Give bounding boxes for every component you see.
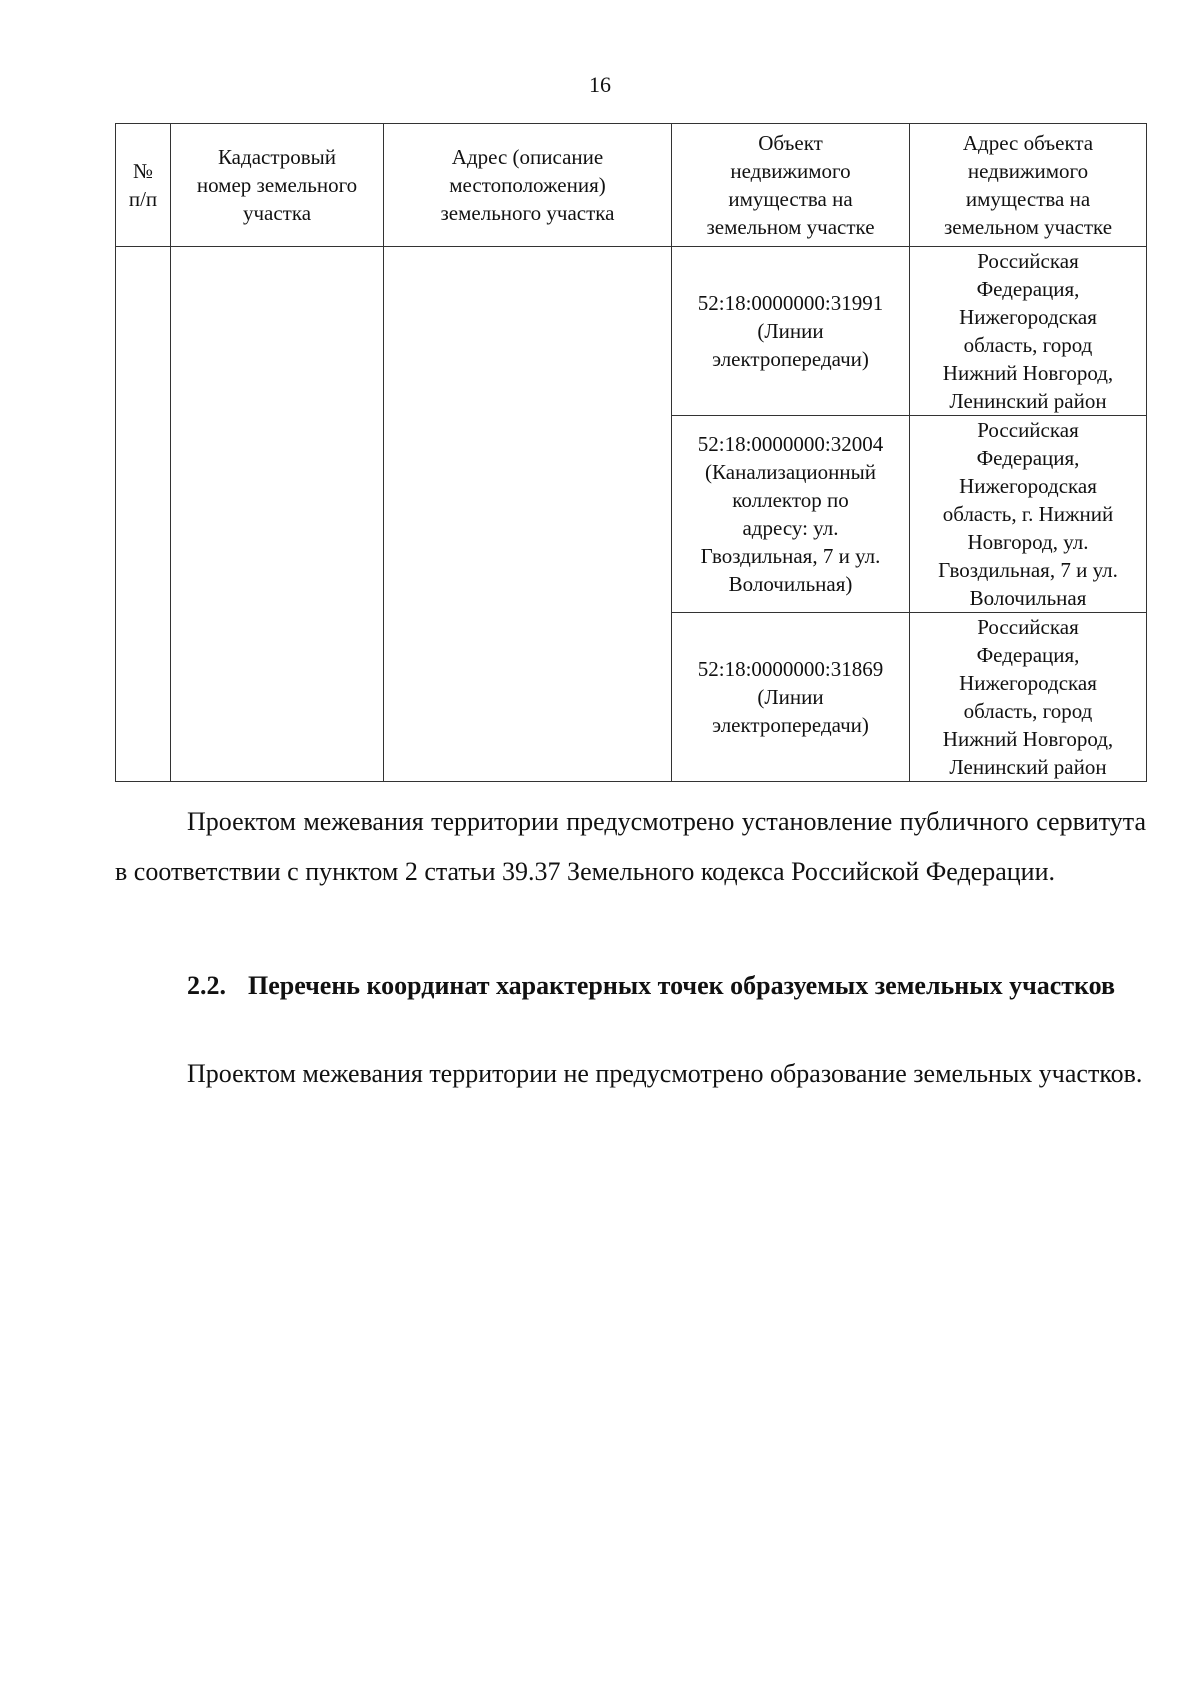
land-plots-table [115,123,1147,782]
header-object-address: Адрес объекта недвижимого имущества на земельном участке [910,124,1147,247]
real-estate-object-cell: 52:18:0000000:31991 (Линии электропередачи) [672,247,910,416]
section-heading [115,970,1146,1002]
header-location: Адрес (описание местоположения) земельного участка [384,124,672,247]
table-row [116,247,1147,416]
page-number: 16 [589,72,611,97]
header-cadastral-number: Кадастровый номер земельного участка [171,124,384,247]
paragraph-public-servitude: Проектом межевания территории предусмотрено установление публичного сервитута в соответствии с пунктом 2 статьи 39.37 Земельного кодекса Российской Федерации. [115,807,1146,886]
section-title: Перечень координат характерных точек образуемых земельных участков [248,971,1116,1000]
object-address-cell: Российская Федерация, Нижегородская область, город Нижний Новгород, Ленинский район [910,613,1147,782]
section-number: 2.2. [187,971,226,1000]
cadastral-number-cell [171,247,384,782]
paragraph-no-plot-formation: Проектом межевания территории не предусмотрено образование земельных участков. [187,1059,1143,1088]
header-number: № п/п [116,124,171,247]
header-real-estate-object: Объект недвижимого имущества на земельном участке [672,124,910,247]
real-estate-object-cell: 52:18:0000000:31869 (Линии электропередачи) [672,613,910,782]
table-header-row [116,124,1147,247]
location-cell [384,247,672,782]
number-cell [116,247,171,782]
real-estate-object-cell: 52:18:0000000:32004 (Канализационный коллектор по адресу: ул. Гвоздильная, 7 и ул. Волочильная) [672,416,910,613]
object-address-cell: Российская Федерация, Нижегородская область, город Нижний Новгород, Ленинский район [910,247,1147,416]
object-address-cell: Российская Федерация, Нижегородская область, г. Нижний Новгород, ул. Гвоздильная, 7 и ул. Волочильная [910,416,1147,613]
